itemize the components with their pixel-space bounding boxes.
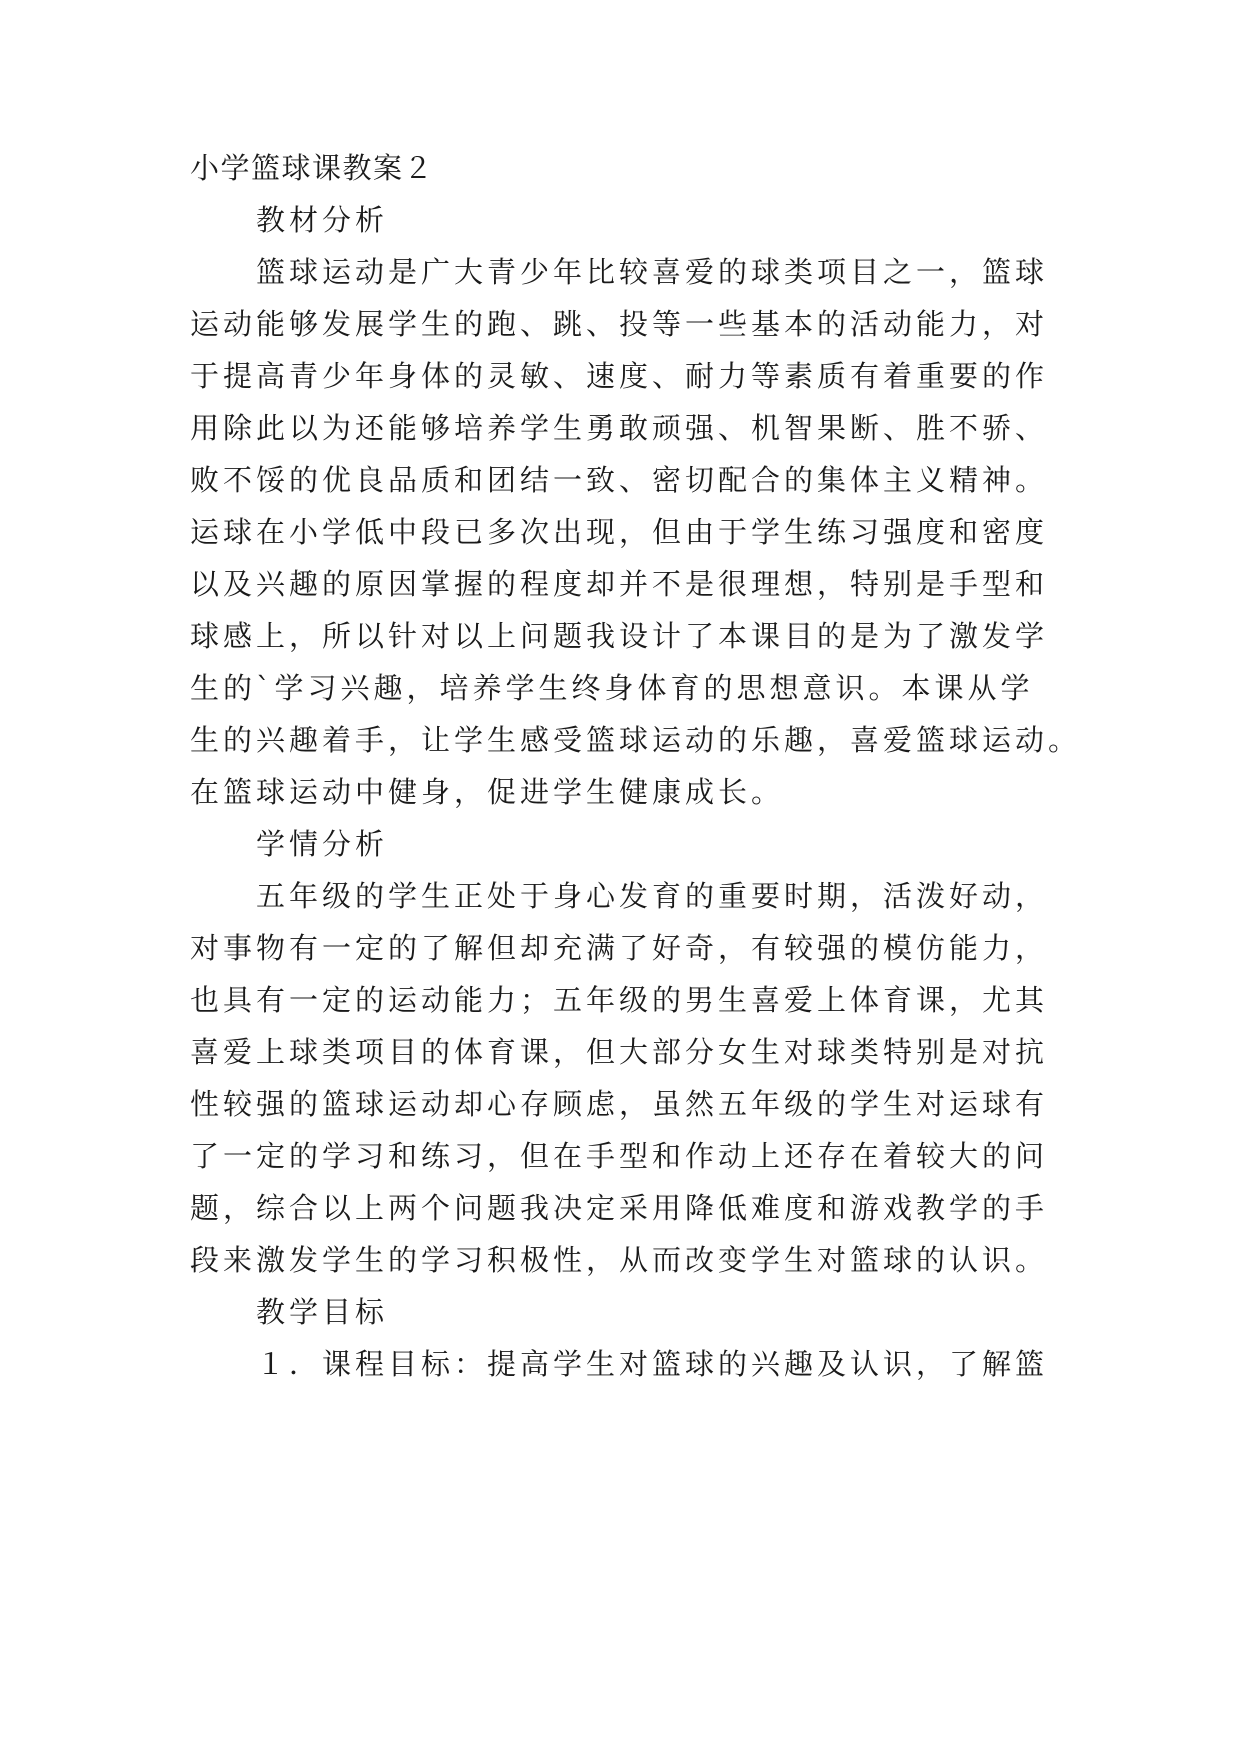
paragraph-line: 在篮球运动中健身，促进学生健康成长。 [190, 775, 785, 809]
section-heading: 教材分析 [256, 203, 389, 237]
paragraph-line: 也具有一定的运动能力；五年级的男生喜爱上体育课，尤其 [190, 983, 1049, 1017]
paragraph-line: 篮球运动是广大青少年比较喜爱的球类项目之一，篮球 [256, 255, 1049, 289]
paragraph-line: 五年级的学生正处于身心发育的重要时期，活泼好动， [256, 879, 1049, 913]
paragraph-line: 运球在小学低中段已多次出现，但由于学生练习强度和密度 [190, 515, 1049, 549]
section-heading: 教学目标 [256, 1295, 389, 1329]
paragraph-line: 用除此以为还能够培养学生勇敢顽强、机智果断、胜不骄、 [190, 411, 1049, 445]
paragraph-line: 喜爱上球类项目的体育课，但大部分女生对球类特别是对抗 [190, 1035, 1049, 1069]
paragraph-line: 性较强的篮球运动却心存顾虑，虽然五年级的学生对运球有 [190, 1087, 1049, 1121]
paragraph-line: 对事物有一定的了解但却充满了好奇，有较强的模仿能力， [190, 931, 1049, 965]
paragraph-line: 败不馁的优良品质和团结一致、密切配合的集体主义精神。 [190, 463, 1049, 497]
paragraph-line: 了一定的学习和练习，但在手型和作动上还存在着较大的问 [190, 1139, 1049, 1173]
paragraph-line: 运动能够发展学生的跑、跳、投等一些基本的活动能力，对 [190, 307, 1049, 341]
paragraph-line: 题，综合以上两个问题我决定采用降低难度和游戏教学的手 [190, 1191, 1049, 1225]
section-heading: 学情分析 [256, 827, 389, 861]
paragraph-line: 生的兴趣着手，让学生感受篮球运动的乐趣，喜爱篮球运动。 [190, 723, 1082, 757]
paragraph-line: 于提高青少年身体的灵敏、速度、耐力等素质有着重要的作 [190, 359, 1049, 393]
paragraph-line: 以及兴趣的原因掌握的程度却并不是很理想，特别是手型和 [190, 567, 1049, 601]
paragraph-line: 段来激发学生的学习积极性，从而改变学生对篮球的认识。 [190, 1243, 1049, 1277]
paragraph-line: 球感上，所以针对以上问题我设计了本课目的是为了激发学 [190, 619, 1049, 653]
paragraph-line: １．课程目标：提高学生对篮球的兴趣及认识，了解篮 [256, 1347, 1049, 1381]
paragraph-line: 生的`学习兴趣，培养学生终身体育的思想意识。本课从学 [190, 671, 1034, 705]
document-title: 小学篮球课教案２ [190, 151, 435, 185]
